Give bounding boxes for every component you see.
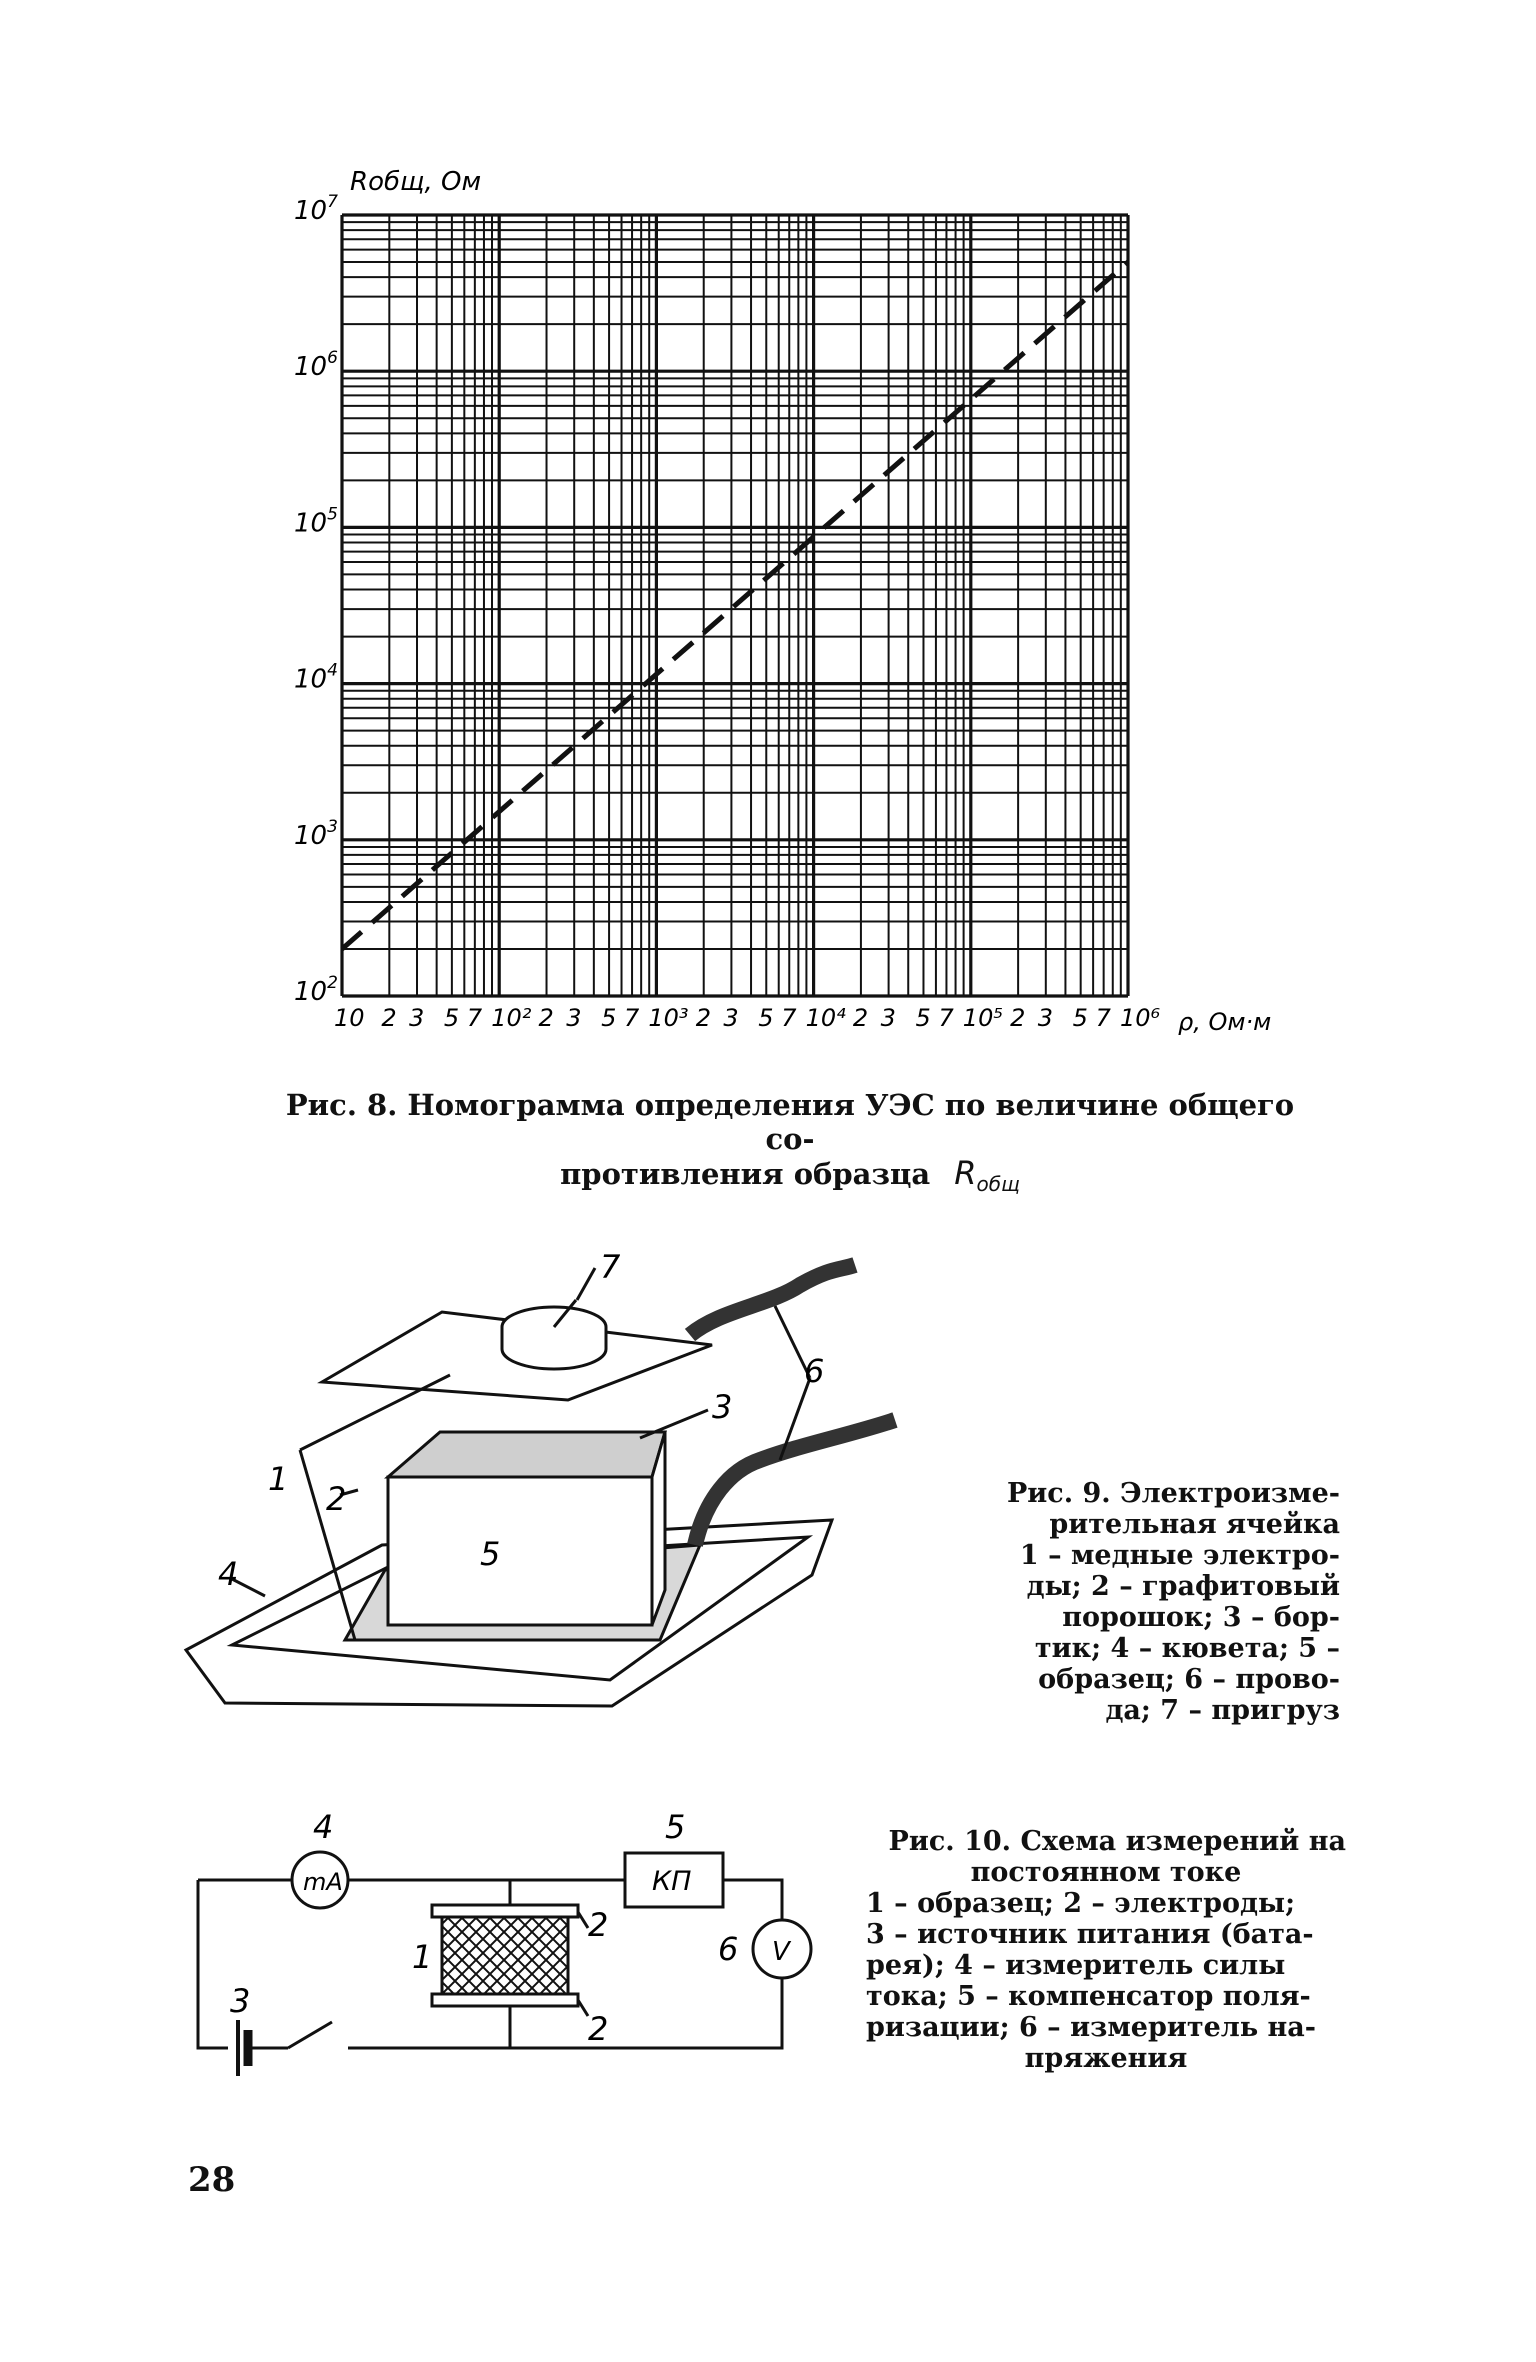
fig9-label-3: 3 [712,1388,733,1426]
x-tick-label: 3 [880,1004,896,1032]
kp-label: КП [652,1866,692,1897]
fig10-label-1: 1 [412,1938,433,1976]
fig8-caption-subscript: общ [976,1171,1020,1196]
circuit-wire-left [198,1880,288,2048]
x-tick-label: 2 [695,1004,712,1032]
y-tick-label: $10^6$ [294,348,338,383]
x-tick-label: 3 [1037,1004,1054,1032]
fig10-label-2a: 2 [588,1906,609,1944]
x-tick-label: 2 [1010,1004,1026,1032]
fig10-label-2b: 2 [588,2010,609,2048]
y-tick-exponent: 4 [327,660,338,681]
x-tick-label: 7 [466,1004,483,1032]
x-tick-label: 10⁶ [1120,1004,1161,1032]
fig9-caption-line4: ды; 2 – графитовый [1026,1571,1340,1602]
y-tick-label: $10^3$ [294,816,338,851]
y-tick-exponent: 3 [327,816,338,837]
fig10-caption-line8: пряжения [1024,2043,1188,2074]
electrode-top [432,1905,578,1917]
fig9-label-5: 5 [480,1535,501,1573]
fig9-label-2: 2 [326,1480,347,1518]
x-tick-label: 5 [1072,1004,1088,1032]
fig9-caption-line8: да; 7 – пригруз [1105,1695,1340,1726]
x-tick-label: 2 [852,1004,869,1032]
fig9-caption-line1: Рис. 9. Электроизме- [1006,1478,1340,1509]
x-tick-label: 10 [334,1004,365,1032]
fig9-caption-line6: тик; 4 – кювета; 5 – [1034,1633,1340,1664]
switch [288,2022,332,2048]
fig8-caption-symbol: R [954,1154,977,1192]
fig9-label-7: 7 [600,1248,621,1286]
x-tick-label: 10⁴ [805,1004,846,1032]
x-tick-label: 3 [409,1004,425,1032]
fig10-caption-line5: рея); 4 – измеритель силы [866,1950,1286,1981]
fig10-label-4: 4 [313,1808,334,1846]
sample-hatched [442,1917,568,1994]
fig9-label-4: 4 [218,1555,239,1593]
fig9-caption-line3: 1 – медные электро- [1019,1540,1340,1571]
x-tick-label: 5 [443,1004,460,1032]
fig10-caption-line2: постоянном токе [970,1857,1242,1888]
x-tick-label: 7 [938,1004,954,1032]
fig9-caption-line7: образец; 6 – прово- [1038,1664,1340,1695]
fig8-caption-line1: Рис. 8. Номограмма определения УЭС по величине общего со- [285,1088,1295,1156]
fig10-caption-line1: Рис. 10. Схема измерений на [888,1826,1346,1857]
fig9-caption-line2: рительная ячейка [1049,1509,1340,1540]
fig10-caption-line6: тока; 5 – компенсатор поля- [866,1981,1311,2012]
fig10-label-5: 5 [665,1808,686,1846]
x-tick-label: 5 [758,1004,774,1032]
x-tick-label: 10⁵ [962,1004,1003,1032]
fig10-caption-line3: 1 – образец; 2 – электроды; [866,1888,1296,1919]
fig9-label-1: 1 [268,1460,289,1498]
x-tick-label: 7 [781,1004,797,1032]
ma-meter-label: mA [303,1868,343,1896]
x-tick-label: 3 [723,1004,739,1032]
fig8-caption-text2: противления образца [560,1157,931,1191]
y-tick-exponent: 6 [327,348,338,369]
electrode-bottom [432,1994,578,2006]
x-tick-label: 7 [1095,1004,1111,1032]
x-tick-label: 2 [381,1004,397,1032]
fig10-label-6: 6 [718,1930,739,1968]
y-tick-exponent: 5 [327,504,338,525]
fig10-caption-line7: ризации; 6 – измеритель на- [866,2012,1317,2043]
y-tick-label: $10^2$ [294,973,338,1007]
y-tick-label: $10^4$ [294,660,338,695]
fig10-caption-line4: 3 – источник питания (бата- [866,1919,1314,1950]
page-number: 28 [188,2160,236,2200]
fig9-label-6: 6 [804,1352,825,1390]
y-axis-title: Rобщ, Ом [350,167,482,197]
fig10-label-3: 3 [230,1982,251,2020]
x-tick-label: 7 [624,1004,640,1032]
y-tick-exponent: 2 [327,973,338,993]
x-tick-label: 10² [491,1004,532,1032]
y-tick-label: $10^5$ [294,504,338,539]
fig9-caption-line5: порошок; 3 – бор- [1062,1602,1340,1633]
v-meter-label: V [772,1937,790,1967]
y-tick-label: $10^7$ [294,192,338,226]
y-tick-exponent: 7 [327,192,338,212]
x-tick-label: 5 [601,1004,617,1032]
x-tick-label: 5 [915,1004,931,1032]
x-tick-label: 3 [566,1004,582,1032]
x-axis-title: ρ, Ом·м [1178,1008,1272,1036]
x-tick-label: 10³ [648,1004,689,1032]
fig10-caption [866,1826,1346,2074]
x-tick-label: 2 [538,1004,554,1032]
